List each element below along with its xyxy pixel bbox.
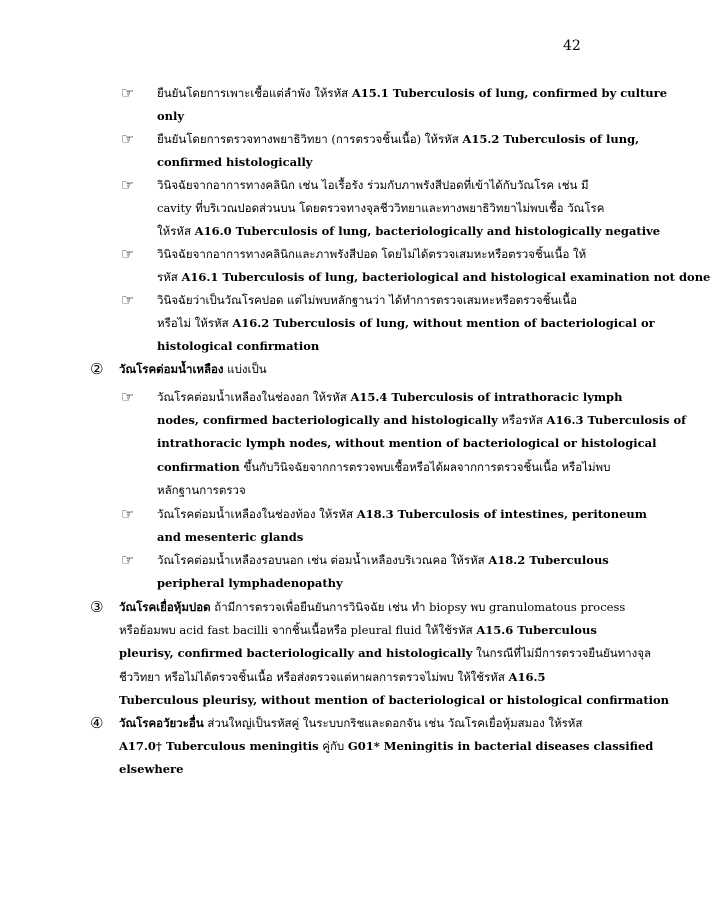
page-number: 42: [563, 38, 581, 54]
list-item: วินิจฉัยว่าเป็นวัณโรคปอด แต่ไม่พบหลักฐานว่า ได้ทำการตรวจเสมหะหรือตรวจชิ้นเนื้อ หรือไม่ ให้รหัส A16.2 Tuberculosis of lung, without mention of bacteriological or histological confirmation: [157, 293, 655, 354]
list-item: ยืนยันโดยการเพาะเชื้อแต่ลำพัง ให้รหัส A15.1 Tuberculosis of lung, confirmed by culture only: [157, 86, 668, 124]
list-item: วัณโรคต่อมน้ำเหลืองรอบนอก เช่น ต่อมน้ำเหลืองบริเวณคอ ให้รหัส A18.2 Tuberculous peripheral lymphadenopathy: [157, 553, 609, 591]
pointing-hand-icon: ☞: [121, 291, 135, 309]
list-item: วัณโรคต่อมน้ำเหลืองในช่องท้อง ให้รหัส A18.3 Tuberculosis of intestines, peritoneum and mesenteric glands: [157, 507, 647, 545]
circled-4-icon: ④: [90, 714, 104, 732]
pointing-hand-icon: ☞: [121, 130, 135, 148]
section-paragraph: วัณโรคอวัยวะอื่น ส่วนใหญ่เป็นรหัสคู่ ในระบบกริชและดอกจัน เช่น วัณโรคเยื่อหุ้มสมอง ให้รหัส A17.0† Tuberculous meningitis คู่กับ G01* Meningitis in bacterial diseases classified elsewhere: [119, 716, 654, 777]
list-item: วินิจฉัยจากอาการทางคลินิกและภาพรังสีปอด โดยไม่ได้ตรวจเสมหะหรือตรวจชิ้นเนื้อ ให้ รหัส A16.1 Tuberculosis of lung, bacteriological and histological examination not done: [157, 247, 710, 285]
pointing-hand-icon: ☞: [121, 551, 135, 569]
pointing-hand-icon: ☞: [121, 84, 135, 102]
circled-2-icon: ②: [90, 360, 104, 378]
list-item: วัณโรคต่อมน้ำเหลืองในช่องอก ให้รหัส A15.4 Tuberculosis of intrathoracic lymph nodes, confirmed bacteriologically and histologically หรือรหัส A16.3 Tuberculosis of intrathoracic lymph nodes, without mention of bacteriological or histological confirmation ขึ้นกับวินิจฉัยจากการตรวจพบเชื้อหรือได้ผลจากการตรวจชิ้นเนื้อ หรือไม่พบ หลักฐานการตรวจ: [157, 390, 687, 497]
section-paragraph: วัณโรคเยื่อหุ้มปอด ถ้ามีการตรวจเพื่อยืนยันการวินิจฉัย เช่น ทำ biopsy พบ granulomatous process หรือย้อมพบ acid fast bacilli จากชิ้นเนื้อหรือ pleural fluid ให้ใช้รหัส A15.6 Tuberculous pleurisy, confirmed bacteriologically and histologically ในกรณีที่ไม่มีการตรวจยืนยันทางจุล ชีววิทยา หรือไม่ได้ตรวจชิ้นเนื้อ หรือส่งตรวจแต่หาผลการตรวจไม่พบ ให้ใช้รหัส A16.5 Tuberculous pleurisy, without mention of bacteriological or histological confirmation: [119, 600, 670, 707]
pointing-hand-icon: ☞: [121, 245, 135, 263]
pointing-hand-icon: ☞: [121, 505, 135, 523]
list-item: วินิจฉัยจากอาการทางคลินิก เช่น ไอเรื้อรัง ร่วมกับภาพรังสีปอดที่เข้าได้กับวัณโรค เช่น มี cavity ที่บริเวณปอดส่วนบน โดยตรวจทางจุลชีววิทยาและทางพยาธิวิทยาไม่พบเชื้อ วัณโรค ให้รหัส A16.0 Tuberculosis of lung, bacteriologically and histologically negative: [157, 178, 661, 239]
section-heading: วัณโรคต่อมน้ำเหลือง แบ่งเป็น: [119, 362, 267, 376]
list-item: ยืนยันโดยการตรวจทางพยาธิวิทยา (การตรวจชิ้นเนื้อ) ให้รหัส A15.2 Tuberculosis of lung, confirmed histologically: [157, 132, 640, 170]
pointing-hand-icon: ☞: [121, 388, 135, 406]
pointing-hand-icon: ☞: [121, 176, 135, 194]
circled-3-icon: ③: [90, 598, 104, 616]
